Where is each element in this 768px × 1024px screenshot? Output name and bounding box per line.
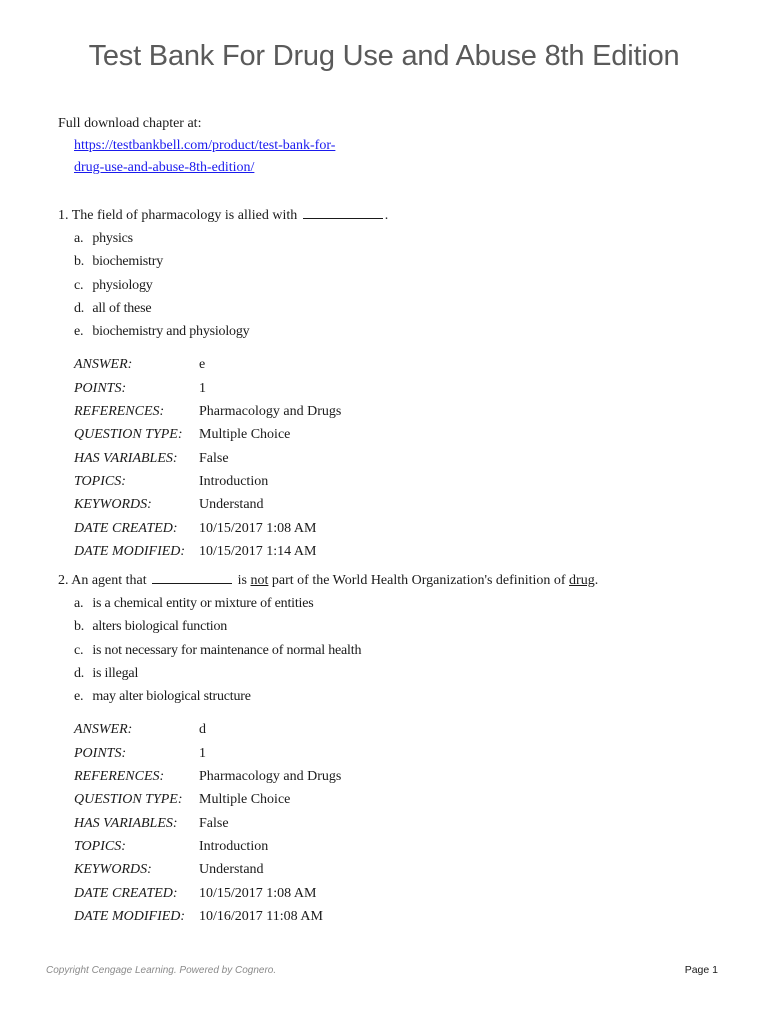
meta-key: QUESTION TYPE: xyxy=(74,792,183,808)
meta-key: TOPICS: xyxy=(74,473,126,489)
meta-value: Pharmacology and Drugs xyxy=(199,769,342,785)
meta-key: POINTS: xyxy=(74,745,127,761)
option-letter: e. xyxy=(74,324,84,340)
answer-blank xyxy=(303,205,383,219)
meta-key: KEYWORDS: xyxy=(74,862,152,878)
page-title: Test Bank For Drug Use and Abuse 8th Edition xyxy=(88,40,680,72)
meta-value: 1 xyxy=(199,745,206,761)
option-letter: a. xyxy=(74,231,84,246)
meta-key: DATE MODIFIED: xyxy=(74,543,186,559)
meta-date-created xyxy=(74,882,598,905)
meta-key: DATE CREATED: xyxy=(74,520,178,536)
option-text: is not necessary for maintenance of normal health xyxy=(92,642,362,658)
download-label: Full download chapter at: xyxy=(58,116,202,131)
meta-question-type xyxy=(74,788,598,811)
option-letter: c. xyxy=(74,277,84,293)
stem-text: An agent that xyxy=(71,573,147,588)
download-intro xyxy=(58,113,335,179)
option-e xyxy=(58,685,598,708)
option-d xyxy=(58,662,598,685)
meta-key: HAS VARIABLES: xyxy=(74,450,178,466)
option-c xyxy=(58,274,388,297)
stem-emphasis-drug: drug xyxy=(569,573,595,588)
meta-key: ANSWER: xyxy=(74,357,133,373)
meta-answer xyxy=(74,718,598,741)
meta-value: 10/15/2017 1:08 AM xyxy=(199,885,317,901)
meta-answer xyxy=(74,353,388,376)
meta-references xyxy=(74,400,388,423)
option-letter: a. xyxy=(74,596,84,611)
download-link-line1[interactable]: https://testbankbell.com/product/test-bank-for- xyxy=(74,138,336,153)
meta-date-modified xyxy=(74,540,388,563)
option-letter: c. xyxy=(74,642,84,658)
option-letter: b. xyxy=(74,619,85,635)
meta-keywords xyxy=(74,858,598,881)
meta-topics xyxy=(74,835,598,858)
stem-end: . xyxy=(594,573,599,588)
option-b xyxy=(58,250,388,273)
meta-value: 10/15/2017 1:14 AM xyxy=(199,543,317,559)
option-text: is illegal xyxy=(92,665,139,681)
option-e xyxy=(58,320,388,343)
meta-date-modified xyxy=(74,905,598,928)
meta-value: 10/15/2017 1:08 AM xyxy=(199,520,317,536)
meta-date-created xyxy=(74,517,388,540)
meta-value: Multiple Choice xyxy=(199,792,291,808)
option-text: is a chemical entity or mixture of entities xyxy=(92,596,314,611)
meta-value: Understand xyxy=(199,497,264,513)
meta-value: Pharmacology and Drugs xyxy=(199,404,342,420)
meta-key: REFERENCES: xyxy=(74,404,165,420)
option-text: all of these xyxy=(92,300,152,316)
question-number: 1. xyxy=(58,208,69,223)
option-b xyxy=(58,615,598,638)
question-metadata xyxy=(58,718,598,928)
meta-value: Introduction xyxy=(199,838,269,854)
option-text: alters biological function xyxy=(92,619,228,635)
option-text: biochemistry and physiology xyxy=(92,324,250,340)
answer-blank xyxy=(152,570,232,584)
meta-value: 1 xyxy=(199,380,206,396)
question-1 xyxy=(58,204,388,563)
meta-value: d xyxy=(199,722,206,738)
meta-value: e xyxy=(199,357,206,373)
stem-text: The field of pharmacology is allied with xyxy=(71,208,298,223)
meta-value: False xyxy=(199,815,229,831)
meta-references xyxy=(74,765,598,788)
meta-value: Multiple Choice xyxy=(199,427,291,443)
meta-value: 10/16/2017 11:08 AM xyxy=(199,908,323,924)
option-letter: d. xyxy=(74,665,85,681)
meta-value: Understand xyxy=(199,862,264,878)
meta-value: False xyxy=(199,450,229,466)
stem-end: . xyxy=(384,208,389,223)
meta-key: HAS VARIABLES: xyxy=(74,815,178,831)
meta-question-type xyxy=(74,423,388,446)
option-a xyxy=(58,592,598,615)
option-letter: b. xyxy=(74,254,85,270)
meta-key: TOPICS: xyxy=(74,838,126,854)
question-2 xyxy=(58,569,598,928)
meta-key: DATE CREATED: xyxy=(74,885,178,901)
option-text: physics xyxy=(92,231,133,246)
question-stem xyxy=(58,569,598,592)
option-text: may alter biological structure xyxy=(92,689,251,705)
stem-text: part of the World Health Organization's definition of xyxy=(271,573,566,588)
stem-emphasis-not: not xyxy=(250,573,269,588)
option-text: physiology xyxy=(92,277,153,293)
meta-key: REFERENCES: xyxy=(74,769,165,785)
option-c xyxy=(58,639,598,662)
meta-points xyxy=(74,742,598,765)
meta-key: DATE MODIFIED: xyxy=(74,908,186,924)
meta-key: POINTS: xyxy=(74,380,127,396)
meta-has-variables xyxy=(74,812,598,835)
meta-keywords xyxy=(74,493,388,516)
stem-text: is xyxy=(237,573,247,588)
meta-points xyxy=(74,377,388,400)
option-letter: e. xyxy=(74,689,84,705)
footer-page-number: Page 1 xyxy=(684,964,718,976)
option-text: biochemistry xyxy=(92,254,164,270)
meta-has-variables xyxy=(74,447,388,470)
meta-key: KEYWORDS: xyxy=(74,497,152,513)
option-a xyxy=(58,227,388,250)
question-metadata xyxy=(58,353,388,563)
option-d xyxy=(58,297,388,320)
footer-copyright: Copyright Cengage Learning. Powered by Cognero. xyxy=(46,965,277,976)
download-link-line2[interactable]: drug-use-and-abuse-8th-edition/ xyxy=(74,160,255,175)
meta-key: ANSWER: xyxy=(74,722,133,738)
meta-key: QUESTION TYPE: xyxy=(74,427,183,443)
option-letter: d. xyxy=(74,300,85,316)
question-number: 2. xyxy=(58,573,69,588)
question-stem xyxy=(58,204,388,227)
meta-value: Introduction xyxy=(199,473,269,489)
meta-topics xyxy=(74,470,388,493)
